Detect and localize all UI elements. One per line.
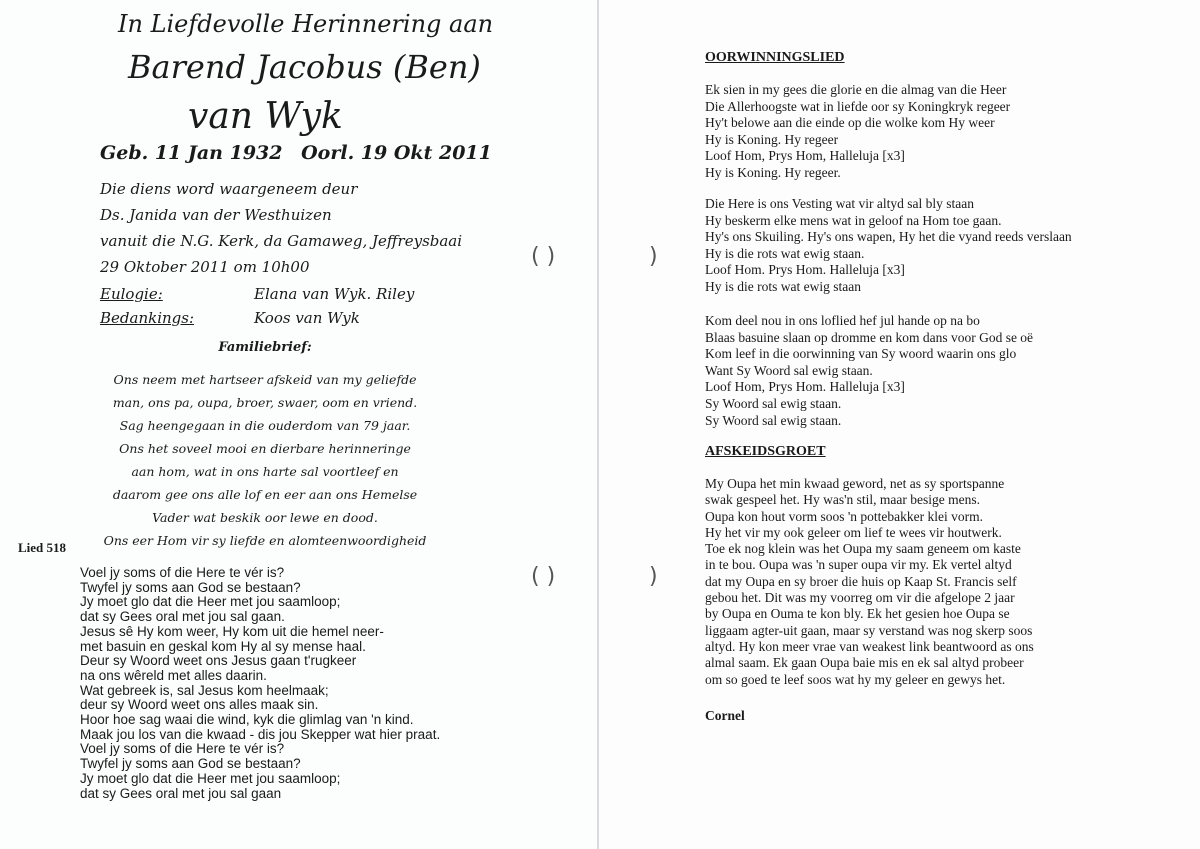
farewell-line: Hy het vir my ook geleer om lief te wees vir houtwerk.	[705, 524, 1002, 540]
hymn-line: Loof Hom, Prys Hom. Halleluja [x3]	[705, 379, 905, 395]
hymn-line: Ek sien in my gees die glorie en die almag van die Heer	[705, 82, 1007, 97]
hymn-line: Hy is Koning. Hy regeer	[705, 131, 839, 147]
binder-hole-mark: )	[649, 244, 658, 269]
farewell-line: Toe ek nog klein was het Oupa my saam geneem om kaste	[705, 541, 1021, 557]
service-details	[100, 176, 462, 280]
hymn-line: Sy Woord sal ewig staan.	[705, 395, 842, 411]
hymn-line: Sy Woord sal ewig staan.	[705, 412, 842, 428]
right-page	[599, 0, 1200, 849]
song-lyrics	[80, 566, 440, 801]
hymn-line: Loof Hom. Prys Hom. Halleluja [x3]	[705, 262, 905, 278]
hymn-line: Die Here is ons Vesting wat vir altyd sal bly staan	[705, 196, 974, 211]
hymn-line: Kom leef in die oorwinning van Sy woord waarin ons glo	[705, 346, 1017, 362]
hymn-line: Blaas basuine slaan op dromme en kom dans voor God se oë	[705, 329, 1034, 345]
letter-line: man, ons pa, oupa, broer, swaer, oom en vriend.	[112, 395, 418, 410]
song-line: deur sy Woord weet ons alles maak sin.	[80, 697, 319, 713]
song-line: Hoor hoe sag waai die wind, kyk die glimlag van 'n kind.	[80, 712, 414, 728]
farewell-line: liggaam agter-uit gaan, maar sy verstand was nog skerp soos	[705, 622, 1033, 638]
letter-line: aan hom, wat in ons harte sal voortleef en	[131, 464, 399, 479]
letter-line: Ons neem met hartseer afskeid van my geliefde	[113, 372, 417, 387]
song-line: na ons wêreld met alles daarin.	[80, 667, 267, 683]
farewell-line: om so goed te leef soos wat hy my geleer en gewys het.	[705, 671, 1006, 687]
letter-line: Ons eer Hom vir sy liefde en alomteenwoordigheid	[103, 533, 427, 548]
farewell-line: almal saam. Ek gaan Oupa baie mis en ek sal altyd probeer	[705, 655, 1024, 671]
service-line: Ds. Janida van der Westhuizen	[100, 206, 332, 224]
letter-line: daarom gee ons alle lof en eer aan ons Hemelse	[112, 487, 418, 502]
song-line: Jy moet glo dat die Heer met jou saamloop;	[80, 770, 341, 786]
hymn-line: Want Sy Woord sal ewig staan.	[705, 362, 873, 378]
letter-line: Sag heengegaan in die ouderdom van 79 jaar.	[119, 418, 411, 433]
letter-line: Ons het soveel mooi en dierbare herinneringe	[119, 441, 411, 456]
farewell-line: dat my Oupa en sy broer die huis op Kaap St. Francis self	[705, 573, 1017, 589]
hymn-line: Die Allerhoogste wat in liefde oor sy Koningkryk regeer	[705, 98, 1011, 114]
hymn-line: Hy't belowe aan die einde op die wolke kom Hy weer	[705, 115, 995, 131]
farewell-line: altyd. Hy kon meer vrae van weakest link beantwoord as ons	[705, 638, 1034, 654]
farewell-line: My Oupa het min kwaad geword, net as sy sportspanne	[705, 476, 1005, 491]
death-date: Oorl. 19 Okt 2011	[301, 142, 492, 164]
life-dates	[100, 142, 504, 164]
role-label: Eulogie:	[100, 285, 163, 303]
role-row	[100, 282, 414, 306]
hymn-line: Hy is die rots wat ewig staan	[705, 278, 861, 294]
hymn-line: Hy is die rots wat ewig staan.	[705, 245, 865, 261]
song-line: dat sy Gees oral met jou sal gaan	[80, 785, 282, 801]
hymn-stanza	[705, 313, 1033, 429]
hymn-line: Hy is Koning. Hy regeer.	[705, 164, 841, 180]
deceased-surname: van Wyk	[188, 96, 343, 137]
farewell-heading: AFSKEIDSGROET	[705, 444, 826, 459]
role-value: Koos van Wyk	[254, 309, 360, 327]
binder-hole-mark: ( )	[531, 564, 556, 589]
song-line: Jy moet glo dat die Heer met jou saamloop;	[80, 594, 341, 610]
song-line: Twyfel jy soms aan God se bestaan?	[80, 756, 301, 772]
farewell-line: Oupa kon hout vorm soos 'n pottebakker klei vorm.	[705, 508, 984, 524]
song-line: Wat gebreek is, sal Jesus kom heelmaak;	[80, 682, 329, 698]
binder-hole-mark: ( )	[531, 244, 556, 269]
hymn-stanza	[705, 196, 1072, 296]
farewell-line: in te bou. Oupa was 'n super oupa vir my. Ek vertel altyd	[705, 557, 1012, 573]
song-line: Jesus sê Hy kom weer, Hy kom uit die hemel neer-	[80, 623, 384, 639]
family-letter-heading: Familiebrief:	[218, 340, 312, 355]
song-line: dat sy Gees oral met jou sal gaan.	[80, 609, 285, 625]
birth-date: Geb. 11 Jan 1932	[100, 142, 283, 164]
signature: Cornel	[705, 708, 745, 723]
hymn-line: Hy's ons Skuiling. Hy's ons wapen, Hy het die vyand reeds verslaan	[705, 229, 1072, 245]
service-line: vanuit die N.G. Kerk, da Gamaweg, Jeffreysbaai	[100, 232, 463, 250]
song-title: Lied 518	[18, 540, 67, 555]
hymn-stanza	[705, 82, 1010, 182]
role-label: Bedankings:	[100, 309, 195, 327]
farewell-line: by Oupa en Ouma te kon bly. Ek het gesien hoe Oupa se	[705, 606, 1010, 622]
song-line: met basuin en geskal kom Hy al sy mense haal.	[80, 638, 366, 654]
deceased-name: Barend Jacobus (Ben)	[128, 48, 481, 86]
family-letter	[0, 368, 530, 552]
binder-hole-mark: )	[649, 564, 658, 589]
service-roles	[100, 282, 414, 330]
role-value: Elana van Wyk. Riley	[254, 285, 415, 303]
memorial-heading: In Liefdevolle Herinnering aan	[118, 10, 494, 38]
letter-line: Vader wat beskik oor lewe en dood.	[152, 510, 378, 525]
song-line: Voel jy soms of die Here te vér is?	[80, 565, 285, 580]
song-line: Voel jy soms of die Here te vér is?	[80, 741, 285, 757]
farewell-text	[705, 476, 1034, 688]
left-page	[0, 0, 598, 849]
hymn-line: Loof Hom, Prys Hom, Halleluja [x3]	[705, 148, 905, 164]
hymn-heading: OORWINNINGSLIED	[705, 50, 845, 65]
hymn-line: Kom deel nou in ons loflied hef jul hande op na bo	[705, 313, 980, 328]
farewell-line: swak gespeel het. Hy was'n stil, maar besige mens.	[705, 492, 980, 508]
song-line: Maak jou los van die kwaad - dis jou Skepper wat hier praat.	[80, 726, 441, 742]
service-line: Die diens word waargeneem deur	[100, 180, 358, 198]
service-line: 29 Oktober 2011 om 10h00	[100, 258, 310, 276]
farewell-line: gebou het. Dit was my voorreg om vir die afgelope 2 jaar	[705, 590, 1015, 606]
role-row	[100, 306, 414, 330]
hymn-line: Hy beskerm elke mens wat in geloof na Hom toe gaan.	[705, 212, 1002, 228]
song-line: Twyfel jy soms aan God se bestaan?	[80, 579, 301, 595]
song-line: Deur sy Woord weet ons Jesus gaan t'rugkeer	[80, 653, 357, 669]
